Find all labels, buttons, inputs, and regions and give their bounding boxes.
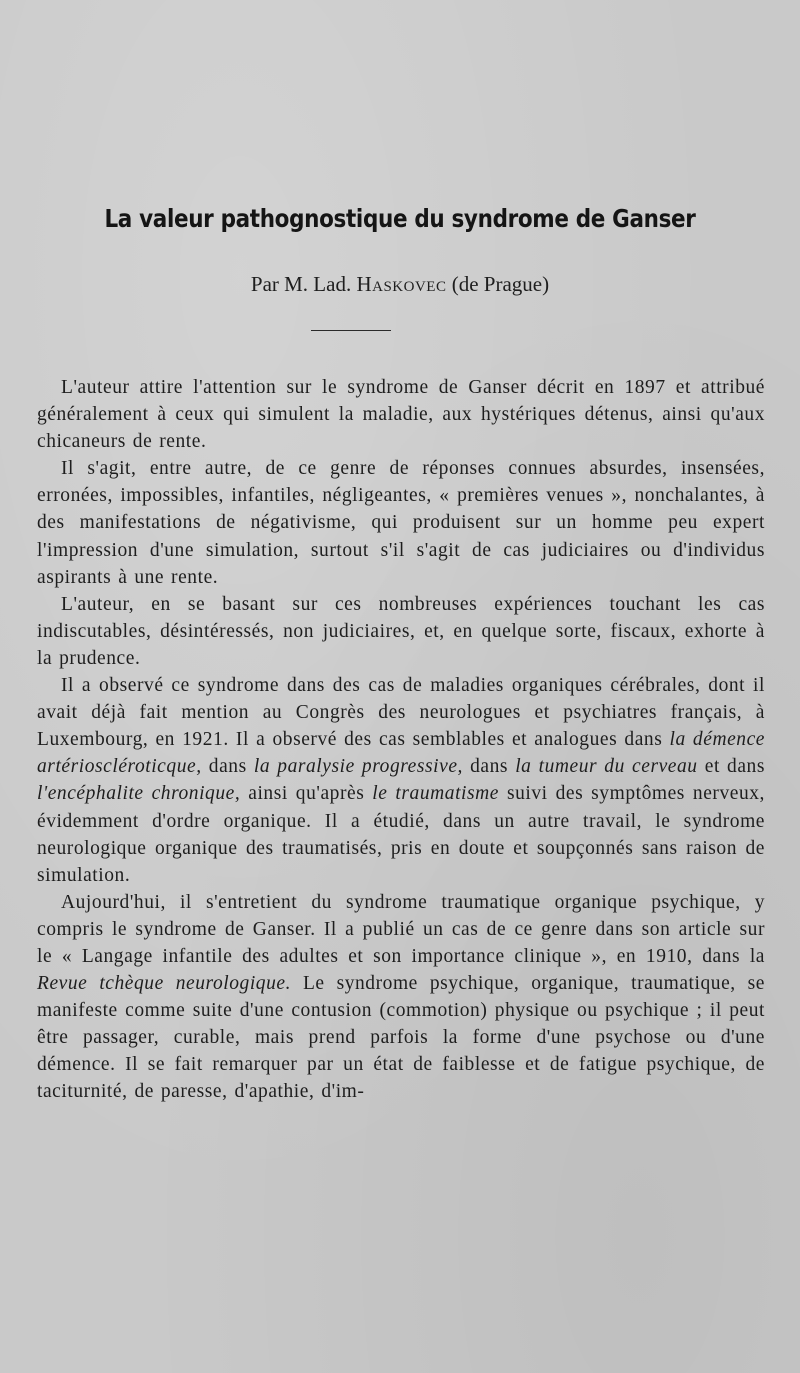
text-run: Il s'agit, entre autre, de ce genre de réponses connues absurdes, insensées, erronées, impossibles, infantiles, négligeantes, « premières venues », nonchalantes, à des manifestations de négativisme, qui produisent sur un homme peu expert l'impression d'une simulation, surtout s'il s'agit de cas judiciaires ou d'individus aspirants à une rente. bbox=[37, 458, 765, 588]
paragraph bbox=[37, 889, 765, 1106]
author-byline bbox=[0, 272, 800, 297]
author-name: Haskovec bbox=[356, 272, 447, 296]
italic-run: la paralysie progressive, bbox=[253, 756, 463, 778]
text-run: Le syndrome psychique, organique, traumatique, se manifeste comme suite d'une contusion (commotion) physique ou psychique ; il peut être passager, curable, mais prend parfois la forme d'une psychose ou d'une démence. Il se fait remarquer par un état de faiblesse et de fatigue psychique, de taciturnité, de paresse, d'apathie, d'im- bbox=[37, 973, 766, 1103]
text-run: Il a observé ce syndrome dans des cas de maladies organiques cérébrales, dont il avait déjà fait mention au Congrès des neurologues et psychiatres français, à Luxembourg, en 1921. Il a observé des cas semblables et analogues dans bbox=[37, 675, 765, 751]
text-run: dans bbox=[462, 756, 516, 778]
byline-suffix: (de Prague) bbox=[451, 272, 550, 296]
italic-run: l'encéphalite chronique, bbox=[37, 783, 241, 805]
byline-prefix: Par M. Lad. bbox=[250, 272, 352, 296]
text-run: dans bbox=[201, 756, 254, 778]
separator-rule bbox=[311, 330, 391, 331]
text-run: et dans bbox=[697, 756, 765, 778]
paragraph bbox=[37, 591, 765, 672]
text-run: ainsi qu'après bbox=[240, 783, 373, 805]
paragraph bbox=[37, 672, 765, 889]
italic-run: le traumatisme bbox=[372, 783, 499, 805]
text-run: Aujourd'hui, il s'entretient du syndrome traumatique organique psychique, y compris le syndrome de Ganser. Il a publié un cas de ce genre dans son article sur le « Langage infantile des adultes et son importance clinique », en 1910, dans la bbox=[37, 891, 765, 967]
italic-run: la démence artérioscléroticque, bbox=[37, 729, 765, 778]
italic-run: la tumeur du cerveau bbox=[515, 756, 698, 778]
paragraph bbox=[37, 455, 765, 590]
paragraph bbox=[37, 374, 765, 455]
text-run: L'auteur attire l'attention sur le syndrome de Ganser décrit en 1897 et attribué généralement à ceux qui simulent la maladie, aux hystériques détenus, ainsi qu'aux chicaneurs de rente. bbox=[37, 377, 765, 453]
article-body bbox=[37, 374, 765, 1106]
article-title: La valeur pathognostique du syndrome de Ganser bbox=[104, 204, 696, 233]
text-run: suivi des symptômes nerveux, évidemment d'ordre organique. Il a étudié, dans un autre travail, le syndrome neurologique organique des traumatisés, pris en doute et soupçonnés sans raison de simulation. bbox=[37, 783, 765, 886]
text-run: L'auteur, en se basant sur ces nombreuses expériences touchant les cas indiscutables, désintéressés, non judiciaires, et, en quelque sorte, fiscaux, exhorte à la prudence. bbox=[37, 593, 765, 669]
italic-run: Revue tchèque neurologique. bbox=[37, 973, 292, 995]
